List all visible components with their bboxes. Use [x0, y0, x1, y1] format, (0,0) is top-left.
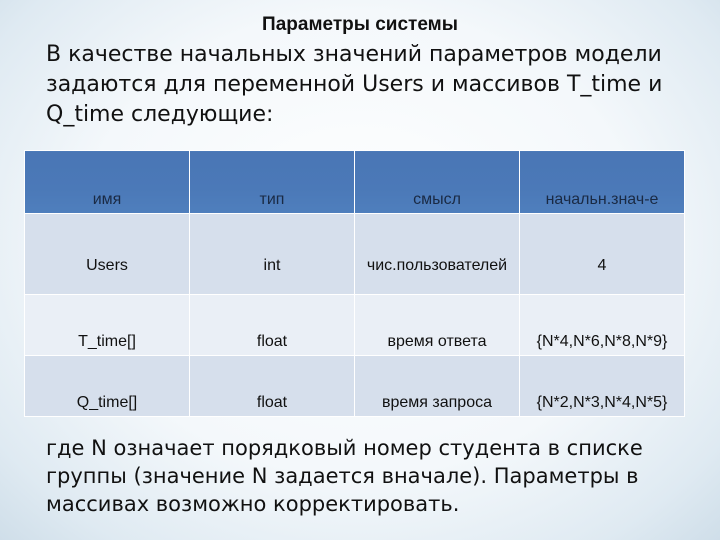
- cell-meaning: время ответа: [355, 295, 520, 356]
- table-row: [25, 214, 685, 295]
- header-meaning: смысл: [355, 151, 520, 214]
- cell-name: Q_time[]: [25, 356, 190, 417]
- cell-meaning: чис.пользователей: [355, 214, 520, 295]
- table-header-row: [25, 151, 685, 214]
- cell-initial-value: {N*2,N*3,N*4,N*5}: [520, 356, 685, 417]
- cell-name: Users: [25, 214, 190, 295]
- header-name: имя: [25, 151, 190, 214]
- outro-text: где N означает порядковый номер студента в списке группы (значение N задается вначале). Параметры в массивах возможно корректировать.: [46, 436, 643, 516]
- table-row: [25, 295, 685, 356]
- parameters-table: [24, 150, 685, 417]
- cell-name: T_time[]: [25, 295, 190, 356]
- header-type: тип: [190, 151, 355, 214]
- cell-type: int: [190, 214, 355, 295]
- cell-type: float: [190, 295, 355, 356]
- intro-text: В качестве начальных значений параметров модели задаются для переменной Users и массивов T_time и Q_time следующие:: [46, 42, 663, 127]
- table-row: [25, 356, 685, 417]
- cell-initial-value: 4: [520, 214, 685, 295]
- cell-type: float: [190, 356, 355, 417]
- cell-initial-value: {N*4,N*6,N*8,N*9}: [520, 295, 685, 356]
- header-initial-value: начальн.знач-е: [520, 151, 685, 214]
- cell-meaning: время запроса: [355, 356, 520, 417]
- slide-title: Параметры системы: [262, 14, 458, 35]
